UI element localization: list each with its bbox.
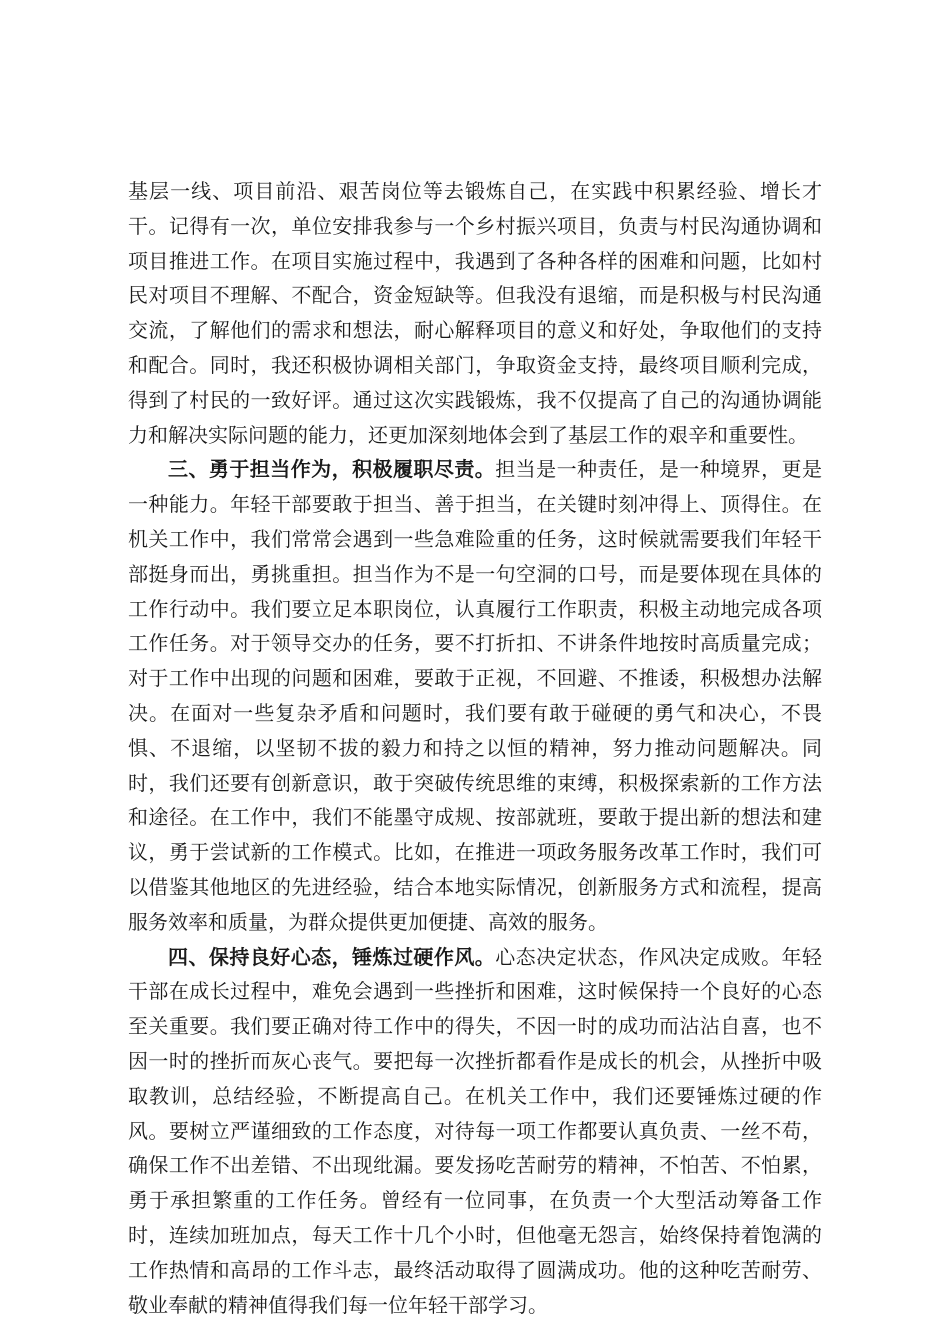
paragraph-section-three xyxy=(128,452,822,939)
paragraph-body: 担当是一种责任，是一种境界，更是一种能力。年轻干部要敢于担当、善于担当，在关键时刻冲得上、顶得住。在机关工作中，我们常常会遇到一些急难险重的任务，这时候就需要我们年轻干部挺身而出，勇挑重担。担当作为不是一句空洞的口号，而是要体现在具体的工作行动中。我们要立足本职岗位，认真履行工作职责，积极主动地完成各项工作任务。对于领导交办的任务，要不打折扣、不讲条件地按时高质量完成；对于工作中出现的问题和困难，要敢于正视，不回避、不推诿，积极想办法解决。在面对一些复杂矛盾和问题时，我们要有敢于碰硬的勇气和决心，不畏惧、不退缩，以坚韧不拔的毅力和持之以恒的精神，努力推动问题解决。同时，我们还要有创新意识，敢于突破传统思维的束缚，积极探索新的工作方法和途径。在工作中，我们不能墨守成规、按部就班，要敢于提出新的想法和建议，勇于尝试新的工作模式。比如，在推进一项政务服务改革工作时，我们可以借鉴其他地区的先进经验，结合本地实际情况，创新服务方式和流程，提高服务效率和质量，为群众提供更加便捷、高效的服务。 xyxy=(128,457,823,934)
paragraph-section-four xyxy=(128,940,822,1323)
paragraph-body: 基层一线、项目前沿、艰苦岗位等去锻炼自己，在实践中积累经验、增长才干。记得有一次，单位安排我参与一个乡村振兴项目，负责与村民沟通协调和项目推进工作。在项目实施过程中，我遇到了各种各样的困难和问题，比如村民对项目不理解、不配合，资金短缺等。但我没有退缩，而是积极与村民沟通交流，了解他们的需求和想法，耐心解释项目的意义和好处，争取他们的支持和配合。同时，我还积极协调相关部门，争取资金支持，最终项目顺利完成，得到了村民的一致好评。通过这次实践锻炼，我不仅提高了自己的沟通协调能力和解决实际问题的能力，还更加深刻地体会到了基层工作的艰辛和重要性。 xyxy=(128,179,822,447)
section-heading: 四、保持良好心态，锤炼过硬作风。 xyxy=(168,944,496,969)
section-heading: 三、勇于担当作为，积极履职尽责。 xyxy=(168,457,496,482)
document-body xyxy=(128,174,822,1322)
paragraph-body: 心态决定状态，作风决定成败。年轻干部在成长过程中，难免会遇到一些挫折和困难，这时候保持一个良好的心态至关重要。我们要正确对待工作中的得失，不因一时的成功而沾沾自喜，也不因一时的挫折而灰心丧气。要把每一次挫折都看作是成长的机会，从挫折中吸取教训，总结经验，不断提高自己。在机关工作中，我们还要锤炼过硬的作风。要树立严谨细致的工作态度，对待每一项工作都要认真负责、一丝不苟，确保工作不出差错、不出现纰漏。要发扬吃苦耐劳的精神，不怕苦、不怕累，勇于承担繁重的工作任务。曾经有一位同事，在负责一个大型活动筹备工作时，连续加班加点，每天工作十几个小时，但他毫无怨言，始终保持着饱满的工作热情和高昂的工作斗志，最终活动取得了圆满成功。他的这种吃苦耐劳、敬业奉献的精神值得我们每一位年轻干部学习。 xyxy=(128,944,823,1317)
paragraph-continuation xyxy=(128,174,822,452)
